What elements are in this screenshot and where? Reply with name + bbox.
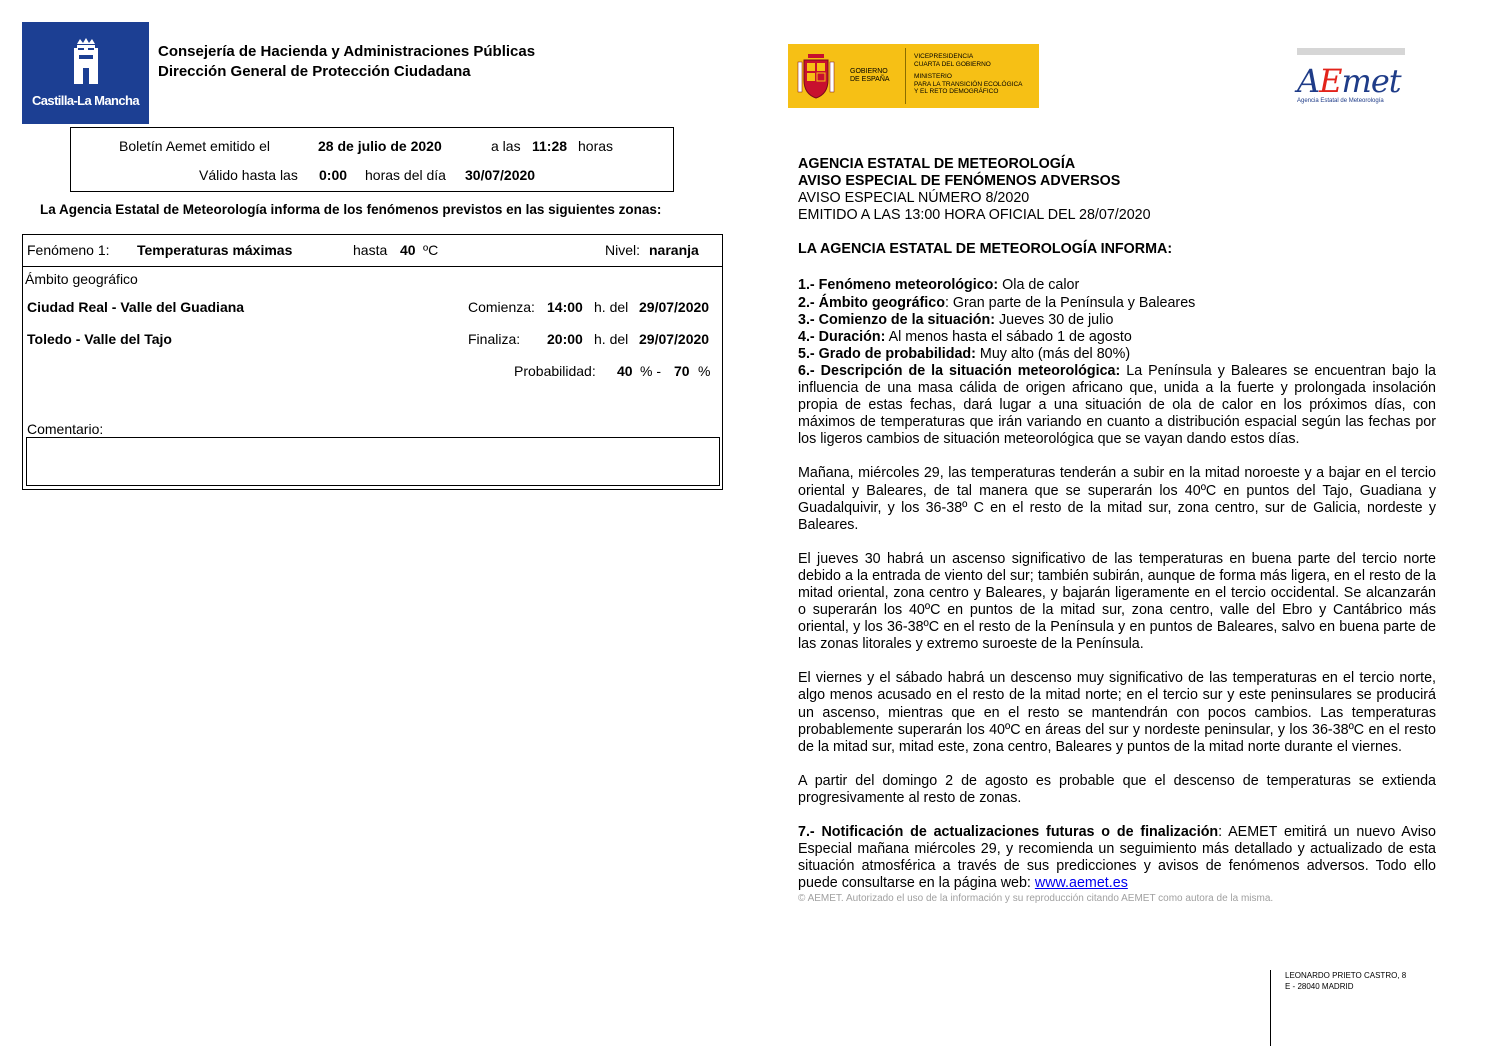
- aviso-number: AVISO ESPECIAL NÚMERO 8/2020: [798, 190, 1030, 207]
- wordmark-a: A: [1297, 62, 1320, 100]
- paragraph-weekend: El viernes y el sábado habrá un descenso muy significativo de las temperaturas en el tercio norte, algo menos acusado en el resto de la mitad norte; en el tercio sur y este peninsulares se producirá un ascenso, mientras que en el resto se mantendrán con pocos cambios. Las temperaturas probablemente superarán los 40ºC en áreas del sur y nordeste peninsular, y los 36-38ºC en el resto de la mitad sur, mitad este, zona centro, Baleares y puntos de la mitad norte durante el viernes.: [798, 670, 1436, 755]
- ministry-line-1: MINISTERIO: [914, 73, 952, 80]
- end-time: 20:00: [547, 331, 583, 347]
- item-2: [798, 295, 1436, 312]
- valid-hours-label: horas del día: [365, 167, 446, 183]
- footer-divider: [1270, 970, 1271, 1046]
- crown-castle-icon: [71, 38, 101, 86]
- threshold-value: 40: [400, 242, 416, 258]
- wordmark-rest: met: [1341, 62, 1401, 100]
- valid-date: 30/07/2020: [465, 167, 536, 183]
- castilla-la-mancha-logo: [22, 22, 149, 124]
- aviso-heading: [798, 156, 1436, 224]
- item-4: [798, 329, 1436, 346]
- address-line-2: E - 28040 MADRID: [1285, 982, 1354, 991]
- valid-label: Válido hasta las: [199, 167, 298, 183]
- informa-heading: LA AGENCIA ESTATAL DE METEOROLOGÍA INFORMA:: [798, 241, 1173, 258]
- threshold-unit: ºC: [423, 242, 439, 258]
- probability-label: Probabilidad:: [514, 363, 596, 379]
- item-2-text: : Gran parte de la Península y Baleares: [944, 294, 1196, 311]
- hours-label: horas: [578, 138, 614, 154]
- item-7-text: : AEMET emitirá un nuevo Aviso Especial mañana miércoles 29, y recomienda un seguimiento más detallado y actualizado de esta situación atmosférica a través de sus predicciones y avisos de fenómenos adversos. Todo ello puede consultarse en la página web:: [798, 824, 1436, 892]
- phenomenon-label: Fenómeno 1:: [27, 242, 110, 258]
- zones-intro: La Agencia Estatal de Meteorología informa de los fenómenos previstos en las siguientes zonas:: [40, 202, 662, 217]
- item-5-label: 5.- Grado de probabilidad:: [798, 345, 976, 362]
- issued-label: Boletín Aemet emitido el: [119, 138, 270, 154]
- coat-of-arms-icon: [796, 52, 836, 100]
- level-label: Nivel:: [605, 242, 641, 258]
- comment-label: Comentario:: [27, 421, 104, 437]
- item-4-text: Al menos hasta el sábado 1 de agosto: [885, 328, 1132, 345]
- level-value: naranja: [649, 242, 699, 258]
- phenomenon-header: [23, 235, 722, 267]
- item-1: [798, 277, 1436, 294]
- item-7: [798, 824, 1436, 892]
- issued-date: 28 de julio de 2020: [318, 138, 442, 154]
- item-6-label: 6.- Descripción de la situación meteorológica:: [798, 362, 1121, 379]
- zone-item: Toledo - Valle del Tajo: [27, 331, 172, 347]
- paragraph-thursday: El jueves 30 habrá un ascenso significativo de las temperaturas en buena parte del tercio norte debido a la entrada de viento del sur; también subirán, aunque de forma más ligera, en el resto de la mitad oriental, zona centro y Baleares, y bajarán ligeramente en el tercio occidental. Se alcanzarán o superarán los 40ºC en puntos de la mitad sur, zona centro, valle del Ebro y Cantábrico más oriental, y los 36-38ºC en el resto de la Península y en puntos de Baleares, salvo en buena parte de las zonas litorales y extremo suroeste de la Península.: [798, 550, 1436, 653]
- end-day-label: h. del: [594, 331, 629, 347]
- item-7-label: 7.- Notificación de actualizaciones futuras o de finalización: [798, 824, 1219, 840]
- gobierno-line-2: DE ESPAÑA: [850, 76, 890, 83]
- probability-separator: % -: [640, 363, 661, 379]
- agency-title: AGENCIA ESTATAL DE METEOROLOGÍA: [798, 156, 1076, 172]
- vice-line-2: CUARTA DEL GOBIERNO: [914, 60, 991, 68]
- item-4-label: 4.- Duración:: [798, 328, 886, 345]
- gobierno-line-1: GOBIERNO: [850, 68, 888, 75]
- item-3: [798, 312, 1436, 329]
- item-1-text: Ola de calor: [998, 277, 1080, 294]
- logo-text: Castilla-La Mancha: [32, 93, 139, 108]
- start-label: Comienza:: [468, 299, 535, 315]
- footer-address: [1285, 970, 1406, 992]
- phenomenon-name: Temperaturas máximas: [137, 242, 293, 258]
- copyright-notice: © AEMET. Autorizado el uso de la información y su reproducción citando AEMET como autora de la misma.: [798, 893, 1274, 905]
- comment-box: [26, 437, 720, 486]
- address-line-1: LEONARDO PRIETO CASTRO, 8: [1285, 971, 1407, 980]
- item-6-text: La Península y Baleares se encuentran bajo la influencia de una masa cálida de origen africano que, unida a la fuerte y prolongada insolación propia de estas fechas, dará lugar a una situación de ola de calor en los próximos días, con máximos de temperaturas que irán variando en cuanto a distribución espacial según las fechas por los ligeros cambios de situación meteorológica que se vayan dando estos días.: [798, 362, 1436, 448]
- aviso-emitted: EMITIDO A LAS 13:00 HORA OFICIAL DEL 28/07/2020: [798, 207, 1151, 224]
- logo-bar: [1297, 48, 1405, 55]
- issued-time: 11:28: [532, 138, 568, 154]
- aemet-wordmark: [1297, 62, 1401, 100]
- ministry-text: [914, 53, 1023, 96]
- end-date: 29/07/2020: [639, 331, 710, 347]
- probability-max: 70: [674, 363, 690, 379]
- until-label: hasta: [353, 242, 388, 258]
- area-label: Ámbito geográfico: [25, 271, 138, 287]
- start-time: 14:00: [547, 299, 583, 315]
- probability-unit: %: [698, 363, 711, 379]
- probability-min: 40: [617, 363, 633, 379]
- aemet-logo: [1297, 48, 1405, 110]
- bulletin-box: [70, 127, 674, 192]
- start-day-label: h. del: [594, 299, 629, 315]
- end-label: Finaliza:: [468, 331, 521, 347]
- paragraph-sunday: A partir del domingo 2 de agosto es probable que el descenso de temperaturas se extienda progresivamente al resto de zonas.: [798, 772, 1436, 806]
- phenomenon-box: [22, 234, 723, 490]
- zone-item: Ciudad Real - Valle del Guadiana: [27, 299, 245, 315]
- start-date: 29/07/2020: [639, 299, 710, 315]
- department-line-2: Dirección General de Protección Ciudadana: [158, 63, 471, 80]
- gobierno-espana-logo: [788, 44, 1039, 108]
- item-3-label: 3.- Comienzo de la situación:: [798, 311, 996, 328]
- aviso-title: AVISO ESPECIAL DE FENÓMENOS ADVERSOS: [798, 173, 1121, 190]
- item-5: [798, 346, 1436, 363]
- ministry-line-3: Y EL RETO DEMOGRÁFICO: [914, 88, 999, 95]
- wordmark-e: E: [1319, 62, 1342, 100]
- vice-line-1: VICEPRESIDENCIA: [914, 53, 974, 60]
- item-2-label: 2.- Ámbito geográfico: [798, 294, 945, 311]
- aemet-subtitle: Agencia Estatal de Meteorología: [1297, 98, 1384, 104]
- gobierno-text: [850, 68, 890, 84]
- aemet-web-link[interactable]: www.aemet.es: [1034, 875, 1128, 892]
- item-3-text: Jueves 30 de julio: [995, 311, 1114, 328]
- logo-divider: [905, 48, 906, 104]
- department-line-1: Consejería de Hacienda y Administraciones Públicas: [158, 43, 536, 60]
- item-6: [798, 363, 1436, 448]
- item-1-label: 1.- Fenómeno meteorológico:: [798, 277, 999, 294]
- item-5-text: Muy alto (más del 80%): [975, 345, 1131, 362]
- valid-time: 0:00: [319, 167, 348, 183]
- at-label: a las: [491, 138, 521, 154]
- department-header: [158, 42, 535, 82]
- ministry-line-2: PARA LA TRANSICIÓN ECOLÓGICA: [914, 80, 1023, 88]
- aviso-text: [798, 156, 1436, 905]
- paragraph-wednesday: Mañana, miércoles 29, las temperaturas tenderán a subir en la mitad noroeste y a bajar en el tercio oriental y Baleares, de tal manera que se superarán los 40ºC en puntos del Tajo, Guadiana y Guadalquivir, y los 36-38º C en el resto de la mitad sur, zona centro, sur de Galicia, nordeste y Baleares.: [798, 465, 1436, 533]
